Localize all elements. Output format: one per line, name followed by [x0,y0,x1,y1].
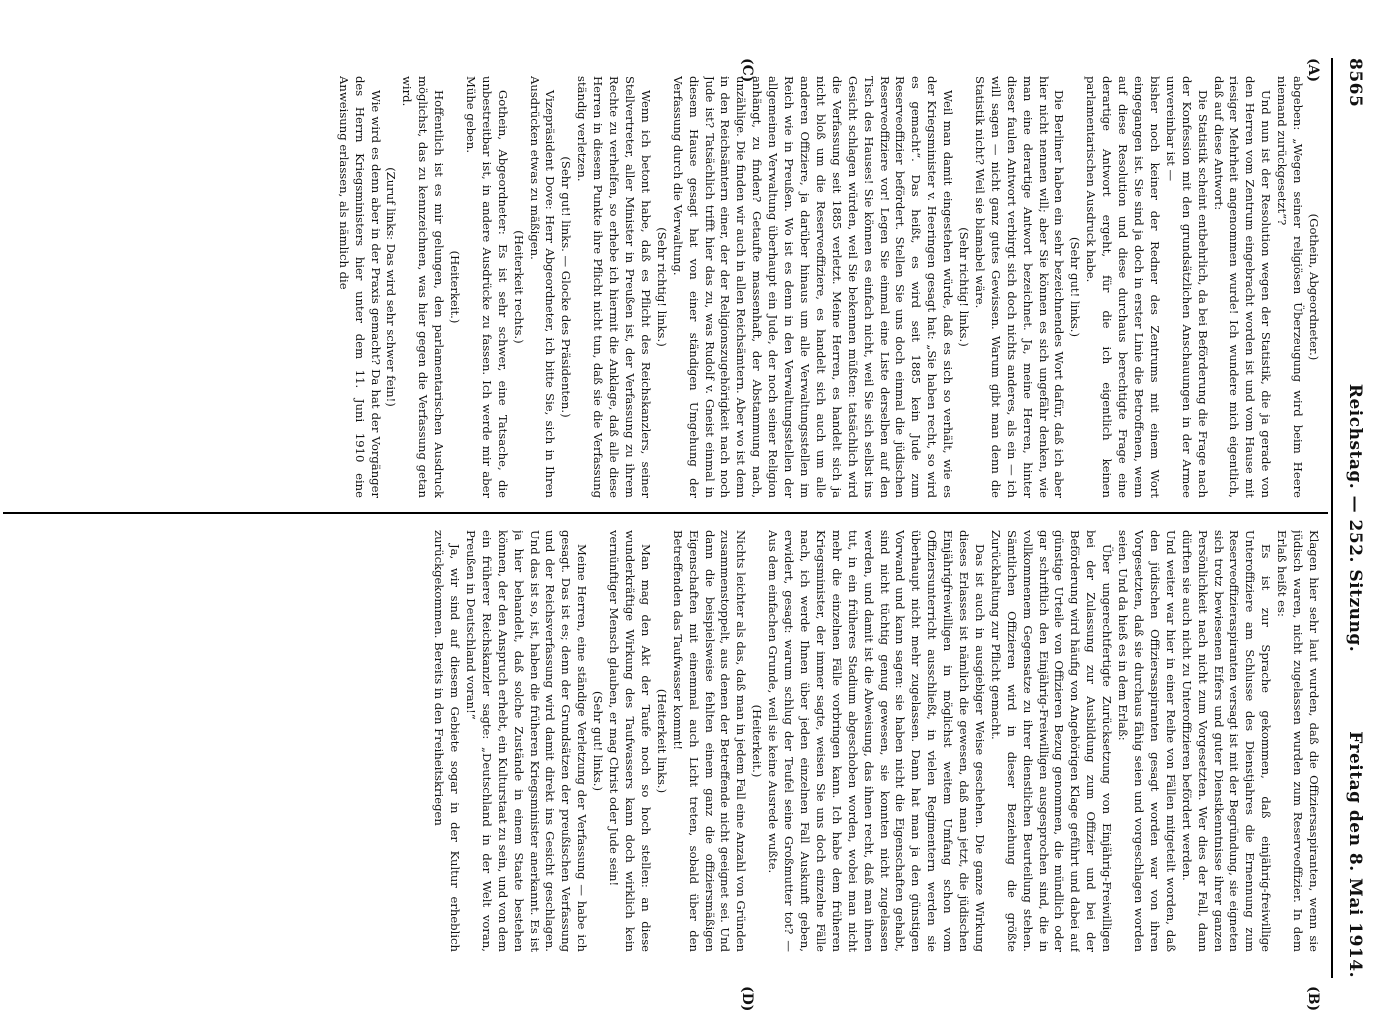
column-divider [3,512,1328,514]
text-paragraph: Die Berliner haben ein sehr bezeichnendes Wort dafür, daß ich aber hier nicht nennen will; aber Sie können es sich ungefähr denken, wie man eine derartige Antwort bezeichnet. Ja, meine Herren, hinter dieser faulen Antwort verbirgt sich doch nichts anderes, als ein — ich will sagen — nicht ganz gutes Gewissen. Warum gibt man denn die Statistik nicht? Weil sie blamabel wäre. [972,76,1067,498]
stage-direction: (Gothein, Abgeordneter.) [1307,213,1321,361]
header-rule [1331,58,1333,978]
margin-marker-b: (B) [1305,986,1321,1011]
margin-marker-c: (C) [739,58,755,83]
page-number: 8565 [1345,58,1365,108]
text-paragraph: Über ungerechtfertigte Zurücksetzung von Einjährig-Freiwilligen bei der Zulassung zur Ausbildung zum Offizier und bei der Beförderung wird häufig von Angehörigen Klage geführt und dabei auf günstige Urteile von Offizieren Bezug genommen, die mündlich oder gar schriftlich den Einjährig-Freiwilligen ausgesprochen sind, die in vollkommenem Gegensatze zu ihrer dienstlichen Beurteilung stehen. Sämtlichen Offizieren wird in dieser Beziehung die größte Zurückhaltung zur Pflicht gemacht. [988,530,1115,952]
stage-direction: (Heiterkeit.) [750,704,765,778]
right-column [11,530,1321,952]
stage-direction: (Zuruf links: Das wird sehr schwer fein!) [384,167,399,407]
margin-marker-a: (A) [1305,58,1321,83]
text-paragraph: Hoffentlich ist es mir gelungen, den parlamentarischen Ausdruck möglichst, das zu kennzeichnen, was hier gegen die Verfassung getan wird. [400,76,447,498]
stage-direction: (Sehr gut! links. — Glocke des Präsidenten.) [559,156,574,418]
left-column [11,76,1321,498]
page-header [1339,58,1369,978]
text-paragraph: Meine Herren, eine ständige Verletzung der Verfassung — habe ich gesagt. Das ist es; denn der Grundsätzen der preußischen Verfassung und der Reichsverfassung wird damit direkt ins Gesicht geschlagen. Und das ist so, ist, haben die früheren Kriegsminister anerkannt. Es ist ja hier behandelt, daß solche Zustände in einem Staate bestehen können, der den Anspruch erhebt, ein Kulturstaat zu sein, und von dem ein früherer Reichskanzler sagte: „Deutschland in der Welt voran, Preußen in Deutschland voran!“ [463,530,590,952]
text-paragraph: Klagen hier sehr laut wurden, daß die Offiziersaspiranten, wenn sie jüdisch waren, nicht zugelassen wurden zum Reserveoffizier. In dem Erlaß heißt es: [1275,530,1321,952]
text-paragraph: Wenn ich betont habe, daß es Pflicht des Reichskanzlers, seiner Stellvertreter, aller Minister in Preußen ist, der Verfassung zu ihrem Rechte zu verhelfen, so erhebe ich hiermit die Anklage, daß alle diese Herren in diesem Punkte ihre Pflicht nicht tun, daß sie die Verfassung ständig verletzen. [575,76,653,498]
text-paragraph: bisher noch keiner der Redner des Zentrums mit einem Wort eingegangen ist. Sie sind ja doch in erster Linie die Betroffenen, wenn auf diese Resolution und diese durchaus berechtigte Frage eine derartige Antwort ergeht, für die ich eigentlich keinen parlamentarischen Ausdruck habe. [1084,76,1162,498]
text-paragraph: Die Statistik scheint entbehrlich, da bei Beförderung die Frage nach der Konfession mit den grundsätzlichen Anschauungen in der Armee unvereinbar ist — [1163,76,1210,498]
text-paragraph: Weil man damit eingestehen würde, daß es sich so verhält, wie es der Kriegsminister v. Heeringen gesagt hat: „Sie haben recht, so wird es gemacht“. Das heißt, es wird seit 1885 kein Jude zum Reserveoffizier befördert. Stellen Sie uns doch einmal die jüdischen Reserveoffiziere vor! Legen Sie einmal eine Liste derselben auf den Tisch des Hauses! Sie können es einfach nicht, weil Sie sich selbst ins Gesicht schlagen würden, weil Sie bekennen müßten: tatsächlich wird die Verfassung seit 1885 verletzt. Meine Herren, es handelt sich ja nicht bloß um die Reserveoffiziere, es handelt sich auch um alle anderen Offiziere, ja darüber hinaus um alle Verwaltungsstellen im Reich wie in Preußen. Wo ist es denn in den Verwaltungsstellen der allgemeinen Verwaltung überhaupt ein Jude, der noch seiner Religion anhängt, zu finden? Getaufte massenhaft, der Abstammung nach, unzählige. Die finden wir auch in allen Reichsämtern. Aber wo ist denn in den Reichsämtern einer, der der Religionszugehörigkeit nach noch Jude ist? Tatsächlich trifft hier das zu, was Rudolf v. Gneist einmal in diesem Hause gesagt hat von einer ständigen Umgehung der Verfassung durch die Verwaltung. [670,76,956,498]
stage-direction: (Heiterkeit.) [448,250,463,324]
stage-direction: (Sehr richtig! links.) [957,227,972,347]
speaker-paragraph: Gothein, Abgeordneter: Es ist sehr schwer, eine Tatsache, die unbestreitbar ist, in andere Ausdrücke zu fassen. Ich werde mir aber Mühe geben. [463,76,510,498]
stage-direction: (Sehr gut! links.) [1068,237,1083,337]
speaker-paragraph: Vizepräsident Dove: Herr Abgeordneter, ich bitte Sie, sich in Ihren Ausdrücken etwas zu mäßigen. [527,76,558,498]
text-paragraph: Nichts leichter als das, daß man in jedem Fall eine Anzahl von Gründen zusammenstoppelt, aus denen der Betreffende nicht geeignet sei. Und dann die beispielsweise fehlten einem ganz die offiziersmäßigen Eigenschaften mit einemmal auch Licht treten, sobald über den Betreffenden das Taufwasser kommt! [670,530,749,952]
text-paragraph: Wie wird es denn aber in der Praxis gemacht? Da hat der Vorgänger des Herrn Kriegsministers hier unter dem 11. Juni 1910 eine Anweisung erlassen, als nämlich die [336,76,383,498]
text-paragraph: Ja, wir sind auf diesem Gebiete sogar in der Kultur erheblich zurückgekommen. Bereits in den Freiheitskriegen [432,530,463,952]
margin-marker-d: (D) [739,986,755,1011]
stage-direction: (Sehr gut! links.) [591,691,606,791]
text-paragraph: Es ist zur Sprache gekommen, daß einjährig-freiwillige Unteroffiziere am Schlusse des Dienstjahres die Ernennung zum Reserveoffizieraspiranten versagt ist mit der Begründung, sie eigneten sich trotz bewiesenen Eifers und guter Dienstkenntnisse ihrer ganzen Persönlichkeit nach nicht zum Vorgesetzten. Wer dies der Fall, dann dürften sie auch nicht zu Unteroffizieren befördert werden. [1179,530,1274,952]
text-paragraph: Und weiter war hier in einer Reihe von Fällen mitgeteilt worden, daß den jüdischen Offiziersaspiranten gesagt worden war von ihren Vorgesetzten, daß sie durchaus fähig seien und vorgeschlagen worden seien. Und da hieß es in dem Erlaß: [1116,530,1178,952]
stage-direction: (Sehr richtig! links.) [654,227,669,347]
running-title: Reichstag. — 252. Sitzung. [1345,383,1365,653]
text-paragraph: abgeben: „Wegen seiner religiösen Überzeugung wird beim Heere niemand zurückgesetzt“? [1275,76,1306,498]
stage-direction: (Heiterkeit rechts.) [511,230,526,344]
text-paragraph: Das ist auch in ausgiebiger Weise geschehen. Die ganze Wirkung dieses Erlasses ist nämlich die gewesen, daß man jetzt, die jüdischen Einjährigfreiwilligen in möglichst weitem Umfang schon vom Offiziersunterricht ausschließt, in vielen Regimentern werden sie überhaupt nicht mehr zugelassen. Dann hat man ja den günstigen Vorwand und kann sagen: sie haben nicht die Eigenschaften gehabt, sind nicht tüchtig genug gewesen, sie konnten nicht zugelassen werden, und damit ist die Abweisung, das ihnen recht, daß man ihnen tut, in ein früheres Stadium abgeschoben worden, wobei man nicht mehr die einzelnen Fälle vorbringen kann. Ich habe dem früheren Kriegsminister, der immer sagte, weisen Sie uns doch einzelne Fälle nach, ich werde Ihnen über jeden einzelnen Fall Auskunft geben, erwidert, gesagt: warum schlug der Teufel seine Großmutter tot? — Aus dem einfachen Grunde, weil sie keine Ausrede wußte. [766,530,987,952]
session-date: Freitag den 8. Mai 1914. [1345,731,1365,978]
text-paragraph: Man mag den Akt der Taufe noch so hoch stellen: an diese wunderkräftige Wirkung des Taufwassers kann doch wirklich kein vernünftiger Mensch glauben, er mag Christ oder Jude sein! [607,530,653,952]
stage-direction: (Heiterkeit links.) [654,688,669,794]
text-paragraph: Und nun ist der Resolution wegen der Statistik, die ja gerade von den Herren vom Zentrum eingebracht worden ist und vom Hause mit riesiger Mehrheit angenommen wurde! Ich wundere mich eigentlich, daß auf diese Antwort: [1211,76,1274,498]
